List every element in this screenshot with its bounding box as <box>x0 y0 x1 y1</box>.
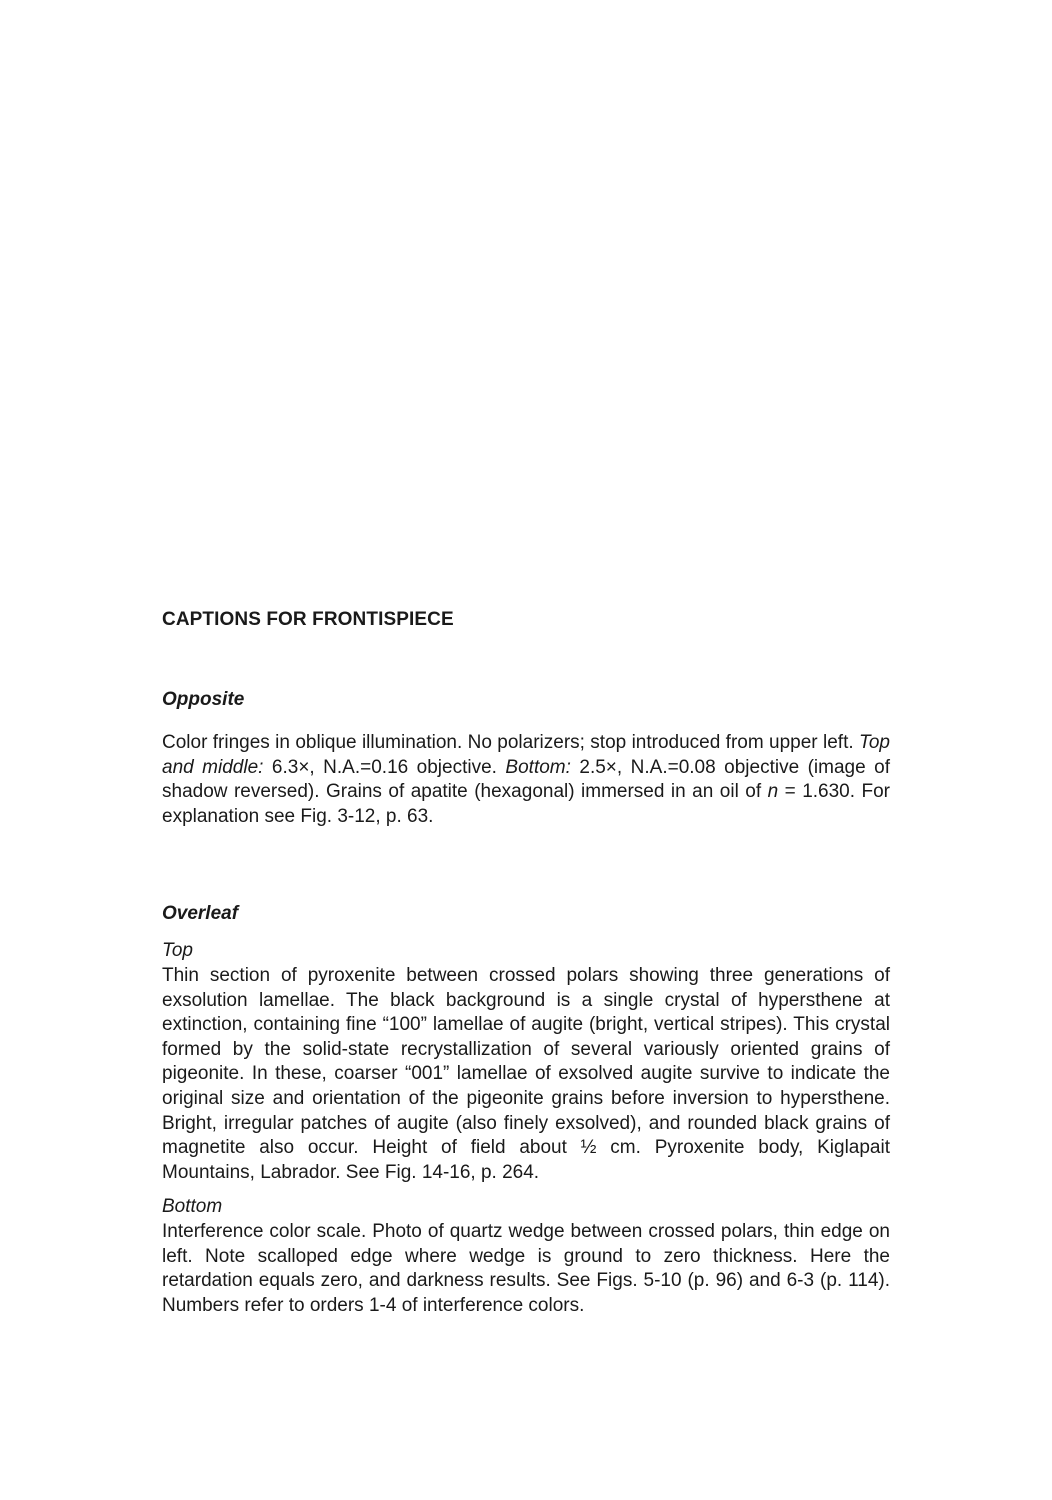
top-middle-label: Top and middle: <box>162 732 890 778</box>
opposite-heading: Opposite <box>162 689 245 710</box>
bottom-subheading: Bottom <box>162 1196 223 1218</box>
captions-page <box>162 607 890 1318</box>
opposite-caption <box>162 731 890 829</box>
top-subheading: Top <box>162 940 193 962</box>
opposite-text-part2: 6.3×, N.A.=0.16 objective. <box>263 756 506 778</box>
refractive-index-symbol: n <box>767 781 779 803</box>
opposite-text-part3: 2.5×, N.A.=0.08 objective (image of shadow reversed). Grains of apatite (hexagonal) immersed in an oil of <box>162 756 891 803</box>
opposite-text-part4: = 1.630. For explanation see Fig. 3-12, p. 63. <box>162 781 890 827</box>
page-title: CAPTIONS FOR FRONTISPIECE <box>162 609 454 630</box>
bottom-caption: Interference color scale. Photo of quartz wedge between crossed polars, thin edge on left. Note scalloped edge where wedge is ground to zero thickness. Here the retardation equals zero, and darkness results. See Figs. 5-10 (p. 96) and 6-3 (p. 114). Numbers refer to orders 1-4 of interference colors. <box>162 1220 890 1316</box>
bottom-label: Bottom: <box>505 756 571 778</box>
overleaf-heading: Overleaf <box>162 903 239 925</box>
opposite-text-part1: Color fringes in oblique illumination. No polarizers; stop introduced from upper left. <box>162 732 859 753</box>
top-caption: Thin section of pyroxenite between crossed polars showing three generations of exsolution lamellae. The black background is a single crystal of hypersthene at extinction, containing fine “100” lamellae of augite (bright, vertical stripes). This crystal formed by the solid-state recrystallization of several variously oriented grains of pigeonite. In these, coarser “001” lamellae of exsolved augite survive to indicate the original size and orientation of the pigeonite grains before inversion to hypersthene. Bright, irregular patches of augite (also finely exsolved), and rounded black grains of magnetite also occur. Height of field about ½ cm. Pyroxenite body, Kiglapait Mountains, Labrador. See Fig. 14-16, p. 264. <box>162 964 890 1183</box>
